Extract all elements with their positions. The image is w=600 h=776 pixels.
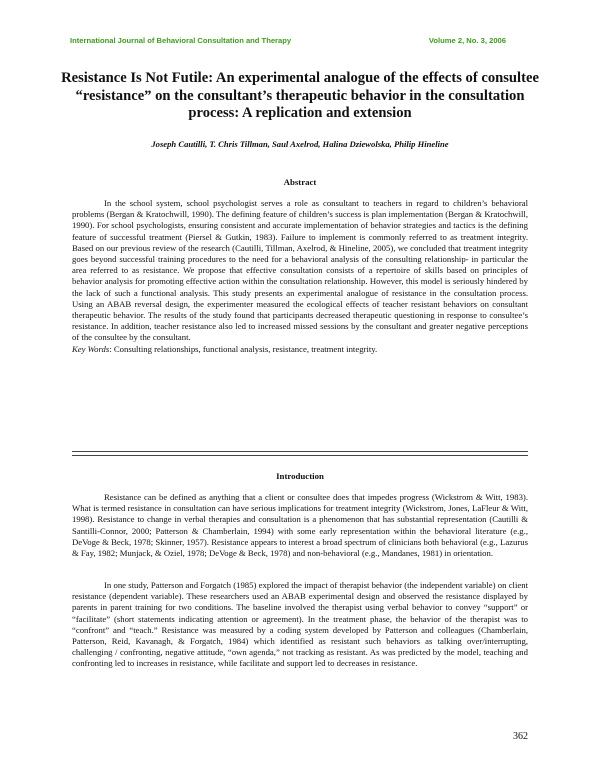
abstract-heading: Abstract <box>283 177 317 187</box>
paper-title: Resistance Is Not Futile: An experimental analogue of the effects of consultee “resistance” on the consultant’s therapeutic behavior in the consultation process: A replication and extension <box>61 70 539 121</box>
keywords-text: : Consulting relationships, functional analysis, resistance, treatment integrity. <box>109 343 378 354</box>
page-number: 362 <box>513 731 528 742</box>
journal-name: International Journal of Behavioral Consultation and Therapy <box>70 36 292 45</box>
keywords <box>72 344 528 355</box>
introduction-heading: Introduction <box>276 471 324 481</box>
divider-bottom <box>72 455 528 456</box>
introduction-paragraph-1 <box>72 492 528 559</box>
abstract-section <box>72 198 528 355</box>
running-header <box>70 36 506 45</box>
paragraph-text: In one study, Patterson and Forgatch (1985) explored the impact of therapist behavior (the independent variable) on client resistance (dependent variable). These researchers used an ABAB experimental design and observed the resistance displayed by parents in parent training for two conditions. The baseline involved the therapist using verbal behavior to convey “support” or “facilitate” (short statements indicating attention or agreement). In the treatment phase, the behavior of the therapist was to “confront” and “teach.” Resistance was measured by a coding system developed by Patterson and colleagues (Chamberlain, Patterson, Reid, Kavanagh, & Forgatch, 1984) which identified as resistant such behaviors as talking over/interrupting, challenging / confronting, negative attitude, “own agenda,” not tracking as resistant. As was predicted by the model, teaching and confronting led to increases in resistance, while facilitate and support led to decreases in resistance. <box>72 580 528 669</box>
introduction-paragraph-2 <box>72 580 528 670</box>
volume-info: Volume 2, No. 3, 2006 <box>428 36 506 45</box>
author-list: Joseph Cautilli, T. Chris Tillman, Saul Axelrod, Halina Dziewolska, Philip Hineline <box>151 139 449 149</box>
abstract-text: In the school system, school psychologist serves a role as consultant to teachers in regard to children’s behavioral problems (Bergan & Kratochwill, 1990). The defining feature of children’s success is plan implementation (Bergan & Kratochwill, 1990). For school psychologists, ensuring consistent and accurate implementation of behavior strategies and tactics is the defining feature of successful treatment (Piersel & Gutkin, 1983). Failure to implement is commonly referred to as treatment integrity. Based on our previous review of the research (Cautilli, Tillman, Axelrod, & Hineline, 2005), we concluded that treatment integrity goes beyond successful training procedures to the need for a behavioral analysis of the consulting relationship- in particular the area referred to as resistance. We propose that effective consultation consists of a repertoire of skills based on principles of behavior analysis for promoting effective action within the consultation relationship. However, this model is seriously hindered by the lack of such a functional analysis. This study presents an experimental analogue of resistance in the consultation process. Using an ABAB reversal design, the experimenter measured the ecological effects of teacher resistant behaviors on consultant therapeutic behavior. The results of the study found that participants decreased therapeutic questioning in response to consultee’s resistance. In addition, teacher resistance also led to increased missed sessions by the consultant and greater negative perceptions of the consultee by the consultant. <box>72 198 528 343</box>
paragraph-text: Resistance can be defined as anything that a client or consultee does that impedes progress (Wickstrom & Witt, 1983). What is termed resistance in consultation can have serious implications for treatment integrity (Wickstrom, Jones, LaFleur & Witt, 1998). Resistance to change in verbal therapies and consultation is a phenomenon that has substantial representation (Cautilli & Santilli-Connor, 2000; Patterson & Chamberlain, 1994) with some early representation within the behavioral literature (e.g., DeVoge & Beck, 1978; Skinner, 1957). Resistance appears to interest a broad spectrum of clinicians both behavioral (e.g., Lazurus & Fay, 1982; Munjack, & Oziel, 1978; DeVoge & Beck, 1978) and non-behavioral (e.g., Mandanes, 1981) in orientation. <box>72 492 528 559</box>
divider-top <box>72 451 528 452</box>
keywords-label: Key Words <box>72 343 110 354</box>
